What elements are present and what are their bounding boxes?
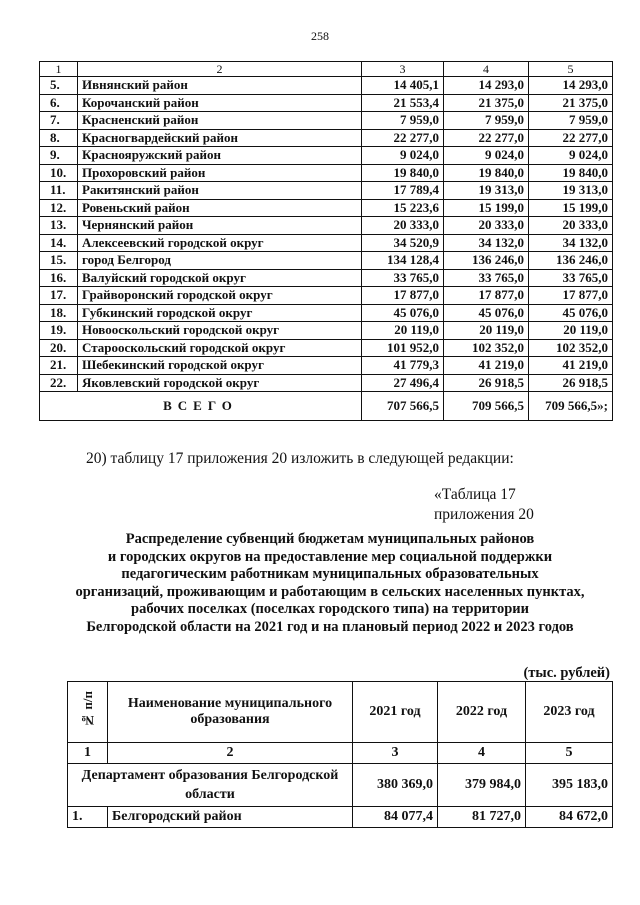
- row-number: 17.: [40, 287, 78, 305]
- row-value-2021: 20 333,0: [362, 217, 444, 235]
- row-value-2021: 41 779,3: [362, 357, 444, 375]
- table-row: [40, 357, 613, 375]
- table-row: [40, 217, 613, 235]
- continued-table: [39, 61, 613, 421]
- row-value-2021: 17 789,4: [362, 182, 444, 200]
- index-cell: 4: [438, 743, 526, 764]
- row-value-2022: 21 375,0: [444, 94, 529, 112]
- row-name: Новооскольский городской округ: [78, 322, 362, 340]
- title-line: рабочих поселках (поселках городского типа) на территории: [131, 601, 529, 617]
- row-value-2022: 26 918,5: [444, 374, 529, 392]
- row-value-2023: 102 352,0: [529, 339, 613, 357]
- row-name: Грайворонский городской округ: [78, 287, 362, 305]
- row-number: 8.: [40, 129, 78, 147]
- row-value-2022: 81 727,0: [438, 807, 526, 828]
- table-row: [40, 234, 613, 252]
- row-value-2022: 33 765,0: [444, 269, 529, 287]
- row-number: 7.: [40, 112, 78, 130]
- table-header-row: [68, 682, 613, 743]
- row-number: 12.: [40, 199, 78, 217]
- header-cell-2021: 2021 год: [353, 682, 438, 743]
- row-value-2021: 17 877,0: [362, 287, 444, 305]
- row-value-2022: 17 877,0: [444, 287, 529, 305]
- row-value-2023: 20 119,0: [529, 322, 613, 340]
- row-name: город Белгород: [78, 252, 362, 270]
- header-cell: 3: [362, 62, 444, 77]
- row-name: Красненский район: [78, 112, 362, 130]
- table-row: [40, 182, 613, 200]
- row-value-2023: 84 672,0: [526, 807, 613, 828]
- row-value-2021: 19 840,0: [362, 164, 444, 182]
- row-value-2022: 9 024,0: [444, 147, 529, 165]
- total-2023: 709 566,5»;: [529, 392, 613, 421]
- row-value-2022: 22 277,0: [444, 129, 529, 147]
- row-name: Ивнянский район: [78, 77, 362, 95]
- table-row: [68, 807, 613, 828]
- header-cell-name: Наименование муниципального образования: [108, 682, 353, 743]
- department-2023: 395 183,0: [526, 764, 613, 807]
- row-number: 1.: [68, 807, 108, 828]
- index-cell: 5: [526, 743, 613, 764]
- row-value-2023: 15 199,0: [529, 199, 613, 217]
- header-cell-2023: 2023 год: [526, 682, 613, 743]
- row-value-2021: 84 077,4: [353, 807, 438, 828]
- row-value-2022: 41 219,0: [444, 357, 529, 375]
- row-value-2022: 34 132,0: [444, 234, 529, 252]
- title-line: организаций, проживающим и работающим в сельских населенных пунктах,: [75, 583, 585, 600]
- row-value-2023: 20 333,0: [529, 217, 613, 235]
- row-value-2021: 45 076,0: [362, 304, 444, 322]
- row-value-2021: 21 553,4: [362, 94, 444, 112]
- table-row: [40, 304, 613, 322]
- row-name: Красногвардейский район: [78, 129, 362, 147]
- table-row: [40, 129, 613, 147]
- total-row: [40, 392, 613, 421]
- row-value-2022: 14 293,0: [444, 77, 529, 95]
- index-cell: 1: [68, 743, 108, 764]
- header-cell: 2: [78, 62, 362, 77]
- index-row: [68, 743, 613, 764]
- table-caption: [434, 485, 534, 525]
- total-2022: 709 566,5: [444, 392, 529, 421]
- total-2021: 707 566,5: [362, 392, 444, 421]
- row-value-2022: 20 333,0: [444, 217, 529, 235]
- row-number: 20.: [40, 339, 78, 357]
- row-value-2023: 22 277,0: [529, 129, 613, 147]
- row-name: Яковлевский городской округ: [78, 374, 362, 392]
- header-cell: 5: [529, 62, 613, 77]
- table-row: [40, 287, 613, 305]
- department-label: Департамент образования Белгородской области: [68, 764, 353, 807]
- row-value-2022: 102 352,0: [444, 339, 529, 357]
- table-row: [40, 77, 613, 95]
- total-label: ВСЕГО: [40, 392, 362, 421]
- table-row: [40, 322, 613, 340]
- department-2021: 380 369,0: [353, 764, 438, 807]
- row-value-2022: 45 076,0: [444, 304, 529, 322]
- row-value-2022: 19 313,0: [444, 182, 529, 200]
- row-value-2023: 21 375,0: [529, 94, 613, 112]
- row-name: Белгородский район: [108, 807, 353, 828]
- row-number: 15.: [40, 252, 78, 270]
- row-value-2023: 34 132,0: [529, 234, 613, 252]
- row-name: Корочанский район: [78, 94, 362, 112]
- row-value-2022: 7 959,0: [444, 112, 529, 130]
- row-number: 13.: [40, 217, 78, 235]
- table-row: [40, 94, 613, 112]
- header-cell-2022: 2022 год: [438, 682, 526, 743]
- row-value-2022: 136 246,0: [444, 252, 529, 270]
- row-number: 21.: [40, 357, 78, 375]
- title-line: педагогическим работникам муниципальных образовательных: [121, 566, 539, 582]
- index-cell: 2: [108, 743, 353, 764]
- row-value-2023: 19 840,0: [529, 164, 613, 182]
- row-name: Ровеньский район: [78, 199, 362, 217]
- table-title: [60, 531, 600, 636]
- department-row: [68, 764, 613, 807]
- row-name: Прохоровский район: [78, 164, 362, 182]
- row-value-2021: 101 952,0: [362, 339, 444, 357]
- index-cell: 3: [353, 743, 438, 764]
- row-number: 9.: [40, 147, 78, 165]
- row-name: Чернянский район: [78, 217, 362, 235]
- table-row: [40, 147, 613, 165]
- row-number: 6.: [40, 94, 78, 112]
- table-row: [40, 252, 613, 270]
- row-value-2023: 41 219,0: [529, 357, 613, 375]
- title-line: и городских округов на предоставление мер социальной поддержки: [107, 548, 553, 565]
- row-value-2021: 27 496,4: [362, 374, 444, 392]
- units-label: (тыс. рублей): [523, 665, 610, 681]
- row-value-2021: 14 405,1: [362, 77, 444, 95]
- row-name: Старооскольский городской округ: [78, 339, 362, 357]
- row-value-2023: 136 246,0: [529, 252, 613, 270]
- row-value-2023: 26 918,5: [529, 374, 613, 392]
- row-value-2023: 17 877,0: [529, 287, 613, 305]
- header-cell-number: № п/п: [68, 682, 108, 743]
- header-cell: 1: [40, 62, 78, 77]
- table-header-row: [40, 62, 613, 77]
- row-number: 16.: [40, 269, 78, 287]
- table-row: [40, 339, 613, 357]
- row-value-2022: 20 119,0: [444, 322, 529, 340]
- row-number: 19.: [40, 322, 78, 340]
- table-row: [40, 112, 613, 130]
- row-value-2021: 33 765,0: [362, 269, 444, 287]
- row-value-2022: 19 840,0: [444, 164, 529, 182]
- caption-line: приложения 20: [434, 506, 534, 523]
- amendment-text: 20) таблицу 17 приложения 20 изложить в следующей редакции:: [86, 450, 514, 467]
- row-value-2021: 22 277,0: [362, 129, 444, 147]
- table-row: [40, 199, 613, 217]
- row-value-2023: 14 293,0: [529, 77, 613, 95]
- row-value-2021: 134 128,4: [362, 252, 444, 270]
- row-value-2021: 34 520,9: [362, 234, 444, 252]
- row-name: Валуйский городской округ: [78, 269, 362, 287]
- row-value-2021: 7 959,0: [362, 112, 444, 130]
- row-number: 14.: [40, 234, 78, 252]
- row-name: Шебекинский городской округ: [78, 357, 362, 375]
- title-line: Белгородской области на 2021 год и на плановый период 2022 и 2023 годов: [86, 618, 574, 635]
- row-name: Краснояружский район: [78, 147, 362, 165]
- row-value-2022: 15 199,0: [444, 199, 529, 217]
- table-row: [40, 269, 613, 287]
- page-number: 258: [311, 29, 329, 43]
- title-line: Распределение субвенций бюджетам муниципальных районов: [125, 531, 535, 547]
- row-value-2023: 9 024,0: [529, 147, 613, 165]
- row-number: 5.: [40, 77, 78, 95]
- row-value-2023: 19 313,0: [529, 182, 613, 200]
- row-value-2023: 33 765,0: [529, 269, 613, 287]
- row-value-2021: 9 024,0: [362, 147, 444, 165]
- row-name: Ракитянский район: [78, 182, 362, 200]
- row-value-2023: 7 959,0: [529, 112, 613, 130]
- table-row: [40, 164, 613, 182]
- row-value-2021: 15 223,6: [362, 199, 444, 217]
- row-number: 11.: [40, 182, 78, 200]
- caption-line: «Таблица 17: [434, 486, 516, 503]
- row-value-2023: 45 076,0: [529, 304, 613, 322]
- row-name: Губкинский городской округ: [78, 304, 362, 322]
- row-number: 10.: [40, 164, 78, 182]
- header-cell: 4: [444, 62, 529, 77]
- row-number: 18.: [40, 304, 78, 322]
- row-name: Алексеевский городской округ: [78, 234, 362, 252]
- department-2022: 379 984,0: [438, 764, 526, 807]
- row-value-2021: 20 119,0: [362, 322, 444, 340]
- subsidy-table: [67, 681, 613, 828]
- table-row: [40, 374, 613, 392]
- row-number: 22.: [40, 374, 78, 392]
